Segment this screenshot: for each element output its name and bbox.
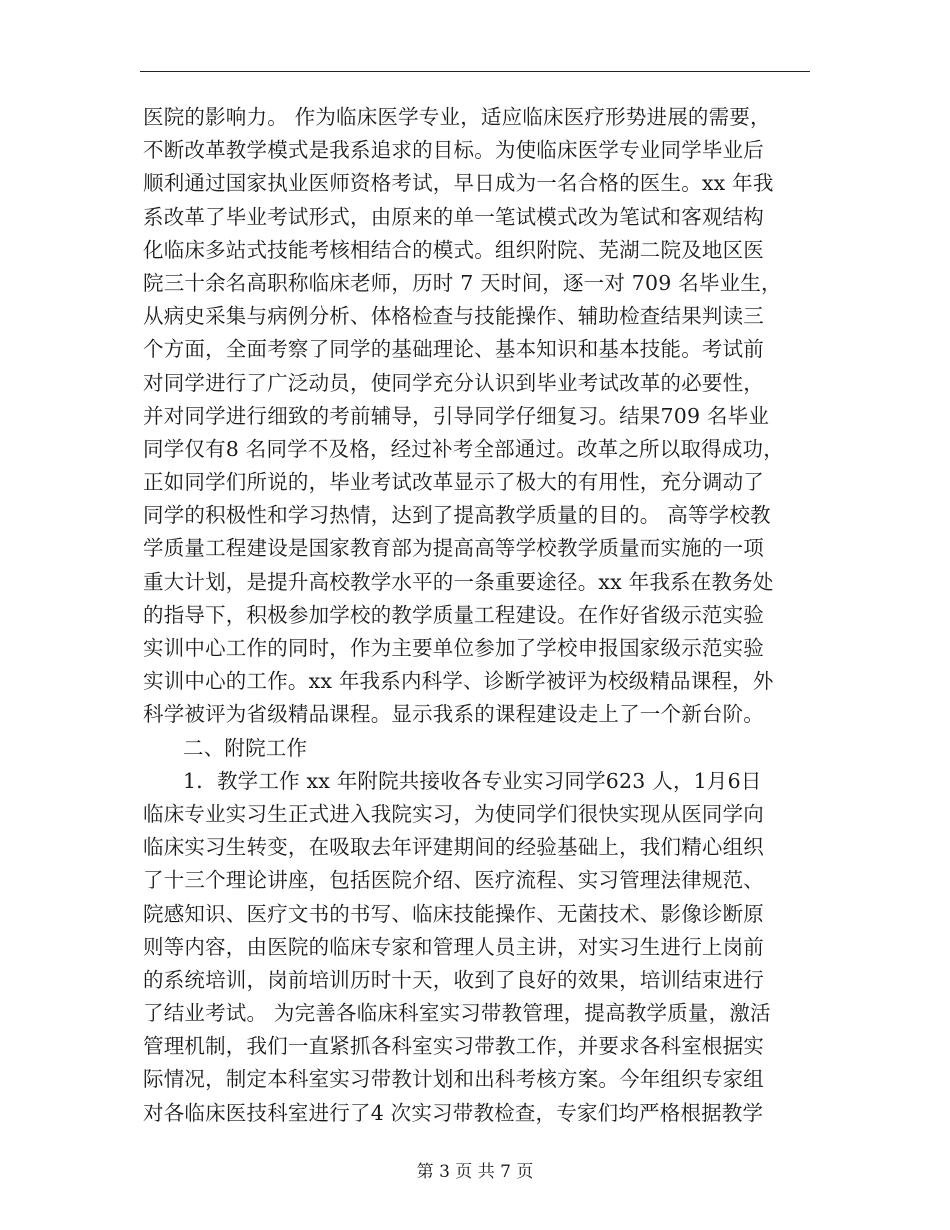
paragraph-line: 系改革了毕业考试形式，由原来的单一笔试模式改为笔试和客观结构 <box>143 204 764 229</box>
paragraph-line: 院三十余名高职称临床老师，历时 7 天时间，逐一对 709 名毕业生， <box>143 270 782 295</box>
header-rule <box>140 71 810 72</box>
paragraph-line: 个方面，全面考察了同学的基础理论、基本知识和基本技能。考试前 <box>143 337 764 362</box>
paragraph-line: 实训中心的工作。xx 年我系内科学、诊断学被评为校级精品课程，外 <box>143 669 774 694</box>
paragraph-line: 实训中心工作的同时，作为主要单位参加了学校申报国家级示范实验 <box>143 636 764 660</box>
paragraph-line: 对各临床医技科室进行了4 次实习带教检查，专家们均严格根据教学 <box>143 1100 764 1125</box>
paragraph-line: 医院的影响力。 作为临床医学专业，适应临床医疗形势进展的需要， <box>143 105 771 129</box>
paragraph-line: 际情况，制定本科室实习带教计划和出科考核方案。今年组织专家组 <box>143 1067 764 1092</box>
paragraph-line: 科学被评为省级精品课程。显示我系的课程建设走上了一个新台阶。 <box>143 702 764 727</box>
paragraph-line: 临床实习生转变，在吸取去年评建期间的经验基础上，我们精心组织 <box>143 835 764 860</box>
paragraph-line: 了十三个理论讲座，包括医院介绍、医疗流程、实习管理法律规范、 <box>143 868 764 893</box>
paragraph-line: 管理机制，我们一直紧抓各科室实习带教工作，并要求各科室根据实 <box>143 1034 764 1059</box>
paragraph-line: 临床专业实习生正式进入我院实习，为使同学们很快实现从医同学向 <box>143 801 764 826</box>
paragraph-line: 了结业考试。 为完善各临床科室实习带教管理，提高教学质量，激活 <box>143 1001 771 1026</box>
paragraph-line: 的系统培训，岗前培训历时十天，收到了良好的效果，培训结束进行 <box>143 967 764 992</box>
paragraph-line: 化临床多站式技能考核相结合的模式。组织附院、芜湖二院及地区医 <box>143 237 764 262</box>
paragraph-line: 并对同学进行细致的考前辅导，引导同学仔细复习。结果709 名毕业 <box>143 403 770 428</box>
paragraph-line: 对同学进行了广泛动员，使同学充分认识到毕业考试改革的必要性， <box>143 370 764 395</box>
paragraph-line: 正如同学们所说的，毕业考试改革显示了极大的有用性，充分调动了 <box>143 470 764 495</box>
paragraph-line: 的指导下，积极参加学校的教学质量工程建设。在作好省级示范实验 <box>143 602 764 627</box>
paragraph-line: 重大计划，是提升高校教学水平的一条重要途径。xx 年我系在教务处 <box>143 569 774 594</box>
paragraph-line: 顺利通过国家执业医师资格考试，早日成为一名合格的医生。xx 年我 <box>143 171 774 196</box>
paragraph-line: 学质量工程建设是国家教育部为提高高等学校教学质量而实施的一项 <box>143 536 764 561</box>
paragraph-line: 从病史采集与病例分析、体格检查与技能操作、辅助检查结果判读三 <box>143 304 764 329</box>
page-footer: 第 3 页 共 7 页 <box>416 1162 534 1182</box>
paragraph-line: 同学的积极性和学习热情，达到了提高教学质量的目的。 高等学校教 <box>143 503 771 528</box>
paragraph-line: 同学仅有8 名同学不及格，经过补考全部通过。改革之所以取得成功， <box>143 436 784 461</box>
paragraph-line-indented: 二、附院工作 <box>183 735 308 760</box>
paragraph-line: 则等内容，由医院的临床专家和管理人员主讲，对实习生进行上岗前 <box>143 934 764 959</box>
paragraph-line-indented: 1．教学工作 xx 年附院共接收各专业实习同学623 人，1月6日 <box>183 768 762 793</box>
document-body <box>143 101 823 1130</box>
paragraph-line: 不断改革教学模式是我系追求的目标。为使临床医学专业同学毕业后 <box>143 138 764 163</box>
paragraph-line: 院感知识、医疗文书的书写、临床技能操作、无菌技术、影像诊断原 <box>143 901 764 926</box>
